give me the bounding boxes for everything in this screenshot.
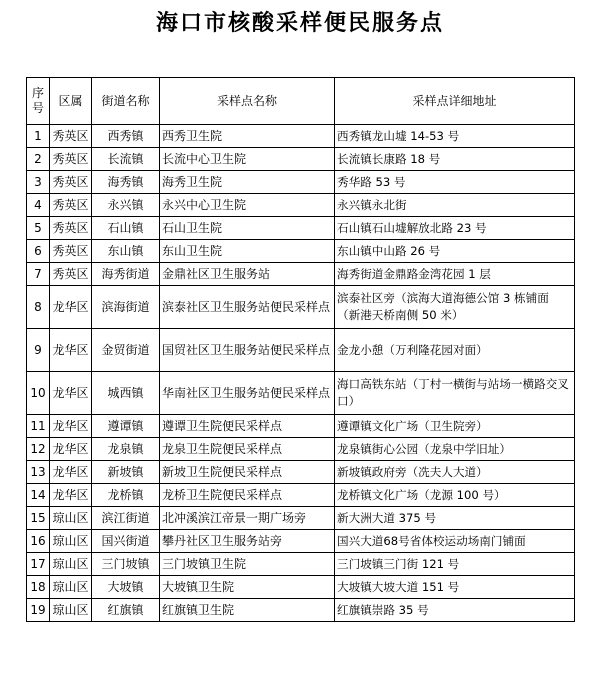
- row-street: 新坡镇: [92, 461, 160, 484]
- row-site-name: 红旗镇卫生院: [160, 599, 335, 622]
- table-row: [27, 171, 575, 194]
- row-district: 秀英区: [50, 171, 92, 194]
- row-street: 国兴街道: [92, 530, 160, 553]
- row-site-name: 遵谭卫生院便民采样点: [160, 415, 335, 438]
- row-number: 13: [27, 461, 50, 484]
- row-street: 城西镇: [92, 372, 160, 415]
- row-site-name: 三门坡镇卫生院: [160, 553, 335, 576]
- row-street: 三门坡镇: [92, 553, 160, 576]
- row-district: 秀英区: [50, 240, 92, 263]
- table-row: [27, 263, 575, 286]
- row-address: 大坡镇大坡大道 151 号: [335, 576, 575, 599]
- row-site-name: 攀丹社区卫生服务站旁: [160, 530, 335, 553]
- row-number: 1: [27, 125, 50, 148]
- table-row: [27, 599, 575, 622]
- row-number: 12: [27, 438, 50, 461]
- row-site-name: 长流中心卫生院: [160, 148, 335, 171]
- table-row: [27, 217, 575, 240]
- row-number: 2: [27, 148, 50, 171]
- row-address: 遵谭镇文化广场（卫生院旁）: [335, 415, 575, 438]
- row-street: 龙泉镇: [92, 438, 160, 461]
- row-street: 红旗镇: [92, 599, 160, 622]
- row-site-name: 龙桥卫生院便民采样点: [160, 484, 335, 507]
- row-number: 16: [27, 530, 50, 553]
- row-address: 石山镇石山墟解放北路 23 号: [335, 217, 575, 240]
- row-address: 龙泉镇街心公园（龙泉中学旧址）: [335, 438, 575, 461]
- row-site-name: 龙泉卫生院便民采样点: [160, 438, 335, 461]
- row-street: 永兴镇: [92, 194, 160, 217]
- row-street: 海秀镇: [92, 171, 160, 194]
- row-address: 永兴镇永北街: [335, 194, 575, 217]
- row-address: 龙桥镇文化广场（龙源 100 号）: [335, 484, 575, 507]
- table-row: [27, 438, 575, 461]
- row-number: 5: [27, 217, 50, 240]
- row-street: 东山镇: [92, 240, 160, 263]
- row-number: 15: [27, 507, 50, 530]
- row-site-name: 海秀卫生院: [160, 171, 335, 194]
- row-district: 秀英区: [50, 125, 92, 148]
- row-address: 西秀镇龙山墟 14-53 号: [335, 125, 575, 148]
- row-site-name: 金鼎社区卫生服务站: [160, 263, 335, 286]
- table-row: [27, 461, 575, 484]
- row-address: 新大洲大道 375 号: [335, 507, 575, 530]
- table-row: [27, 372, 575, 415]
- sampling-sites-table: [26, 77, 575, 622]
- row-number: 11: [27, 415, 50, 438]
- row-district: 龙华区: [50, 415, 92, 438]
- row-street: 滨海街道: [92, 286, 160, 329]
- table-row: [27, 240, 575, 263]
- row-street: 滨江街道: [92, 507, 160, 530]
- page-title: 海口市核酸采样便民服务点: [155, 10, 444, 36]
- row-site-name: 新坡卫生院便民采样点: [160, 461, 335, 484]
- row-number: 14: [27, 484, 50, 507]
- row-number: 6: [27, 240, 50, 263]
- row-district: 秀英区: [50, 217, 92, 240]
- row-number: 19: [27, 599, 50, 622]
- row-district: 秀英区: [50, 263, 92, 286]
- row-district: 琼山区: [50, 507, 92, 530]
- table-row: [27, 507, 575, 530]
- row-district: 龙华区: [50, 484, 92, 507]
- header-district: 区属: [50, 78, 92, 125]
- row-number: 10: [27, 372, 50, 415]
- row-district: 琼山区: [50, 553, 92, 576]
- header-seq: [27, 78, 50, 125]
- table-header-row: [27, 78, 575, 125]
- row-site-name: 滨泰社区卫生服务站便民采样点: [160, 286, 335, 329]
- row-address: 金龙小憩（万利隆花园对面）: [335, 329, 575, 372]
- table-row: [27, 148, 575, 171]
- table-row: [27, 553, 575, 576]
- table-row: [27, 194, 575, 217]
- row-address: 国兴大道68号省体校运动场南门铺面: [335, 530, 575, 553]
- table-body: [27, 125, 575, 622]
- row-street: 遵谭镇: [92, 415, 160, 438]
- row-street: 金贸街道: [92, 329, 160, 372]
- row-street: 海秀街道: [92, 263, 160, 286]
- header-seq-line1: 序: [31, 86, 44, 100]
- row-address: 海口高铁东站（丁村一横街与站场一横路交叉口）: [335, 372, 575, 415]
- table-row: [27, 125, 575, 148]
- row-number: 4: [27, 194, 50, 217]
- row-site-name: 西秀卫生院: [160, 125, 335, 148]
- row-district: 龙华区: [50, 329, 92, 372]
- header-street: 街道名称: [92, 78, 160, 125]
- row-district: 龙华区: [50, 461, 92, 484]
- row-street: 龙桥镇: [92, 484, 160, 507]
- row-site-name: 国贸社区卫生服务站便民采样点: [160, 329, 335, 372]
- row-address: 秀华路 53 号: [335, 171, 575, 194]
- row-number: 18: [27, 576, 50, 599]
- row-address: 滨泰社区旁（滨海大道海德公馆 3 栋铺面（新港天桥南侧 50 米）: [335, 286, 575, 329]
- header-seq-line2: 号: [31, 101, 44, 115]
- table-row: [27, 415, 575, 438]
- table-row: [27, 484, 575, 507]
- row-address: 海秀街道金鼎路金湾花园 1 层: [335, 263, 575, 286]
- row-district: 秀英区: [50, 148, 92, 171]
- row-district: 秀英区: [50, 194, 92, 217]
- header-address: 采样点详细地址: [335, 78, 575, 125]
- row-district: 龙华区: [50, 372, 92, 415]
- row-number: 7: [27, 263, 50, 286]
- row-district: 琼山区: [50, 599, 92, 622]
- row-site-name: 石山卫生院: [160, 217, 335, 240]
- row-number: 3: [27, 171, 50, 194]
- row-site-name: 东山卫生院: [160, 240, 335, 263]
- table-row: [27, 576, 575, 599]
- row-address: 东山镇中山路 26 号: [335, 240, 575, 263]
- table-row: [27, 329, 575, 372]
- row-street: 长流镇: [92, 148, 160, 171]
- row-site-name: 华南社区卫生服务站便民采样点: [160, 372, 335, 415]
- table-row: [27, 530, 575, 553]
- row-district: 琼山区: [50, 576, 92, 599]
- row-number: 9: [27, 329, 50, 372]
- row-site-name: 大坡镇卫生院: [160, 576, 335, 599]
- row-address: 红旗镇崇路 35 号: [335, 599, 575, 622]
- row-district: 琼山区: [50, 530, 92, 553]
- row-address: 新坡镇政府旁（冼夫人大道）: [335, 461, 575, 484]
- row-address: 三门坡镇三门街 121 号: [335, 553, 575, 576]
- row-district: 龙华区: [50, 286, 92, 329]
- row-street: 大坡镇: [92, 576, 160, 599]
- header-site-name: 采样点名称: [160, 78, 335, 125]
- row-site-name: 永兴中心卫生院: [160, 194, 335, 217]
- row-district: 龙华区: [50, 438, 92, 461]
- table-row: [27, 286, 575, 329]
- row-address: 长流镇长康路 18 号: [335, 148, 575, 171]
- row-number: 8: [27, 286, 50, 329]
- row-street: 西秀镇: [92, 125, 160, 148]
- row-site-name: 北冲溪滨江帝景一期广场旁: [160, 507, 335, 530]
- row-number: 17: [27, 553, 50, 576]
- row-street: 石山镇: [92, 217, 160, 240]
